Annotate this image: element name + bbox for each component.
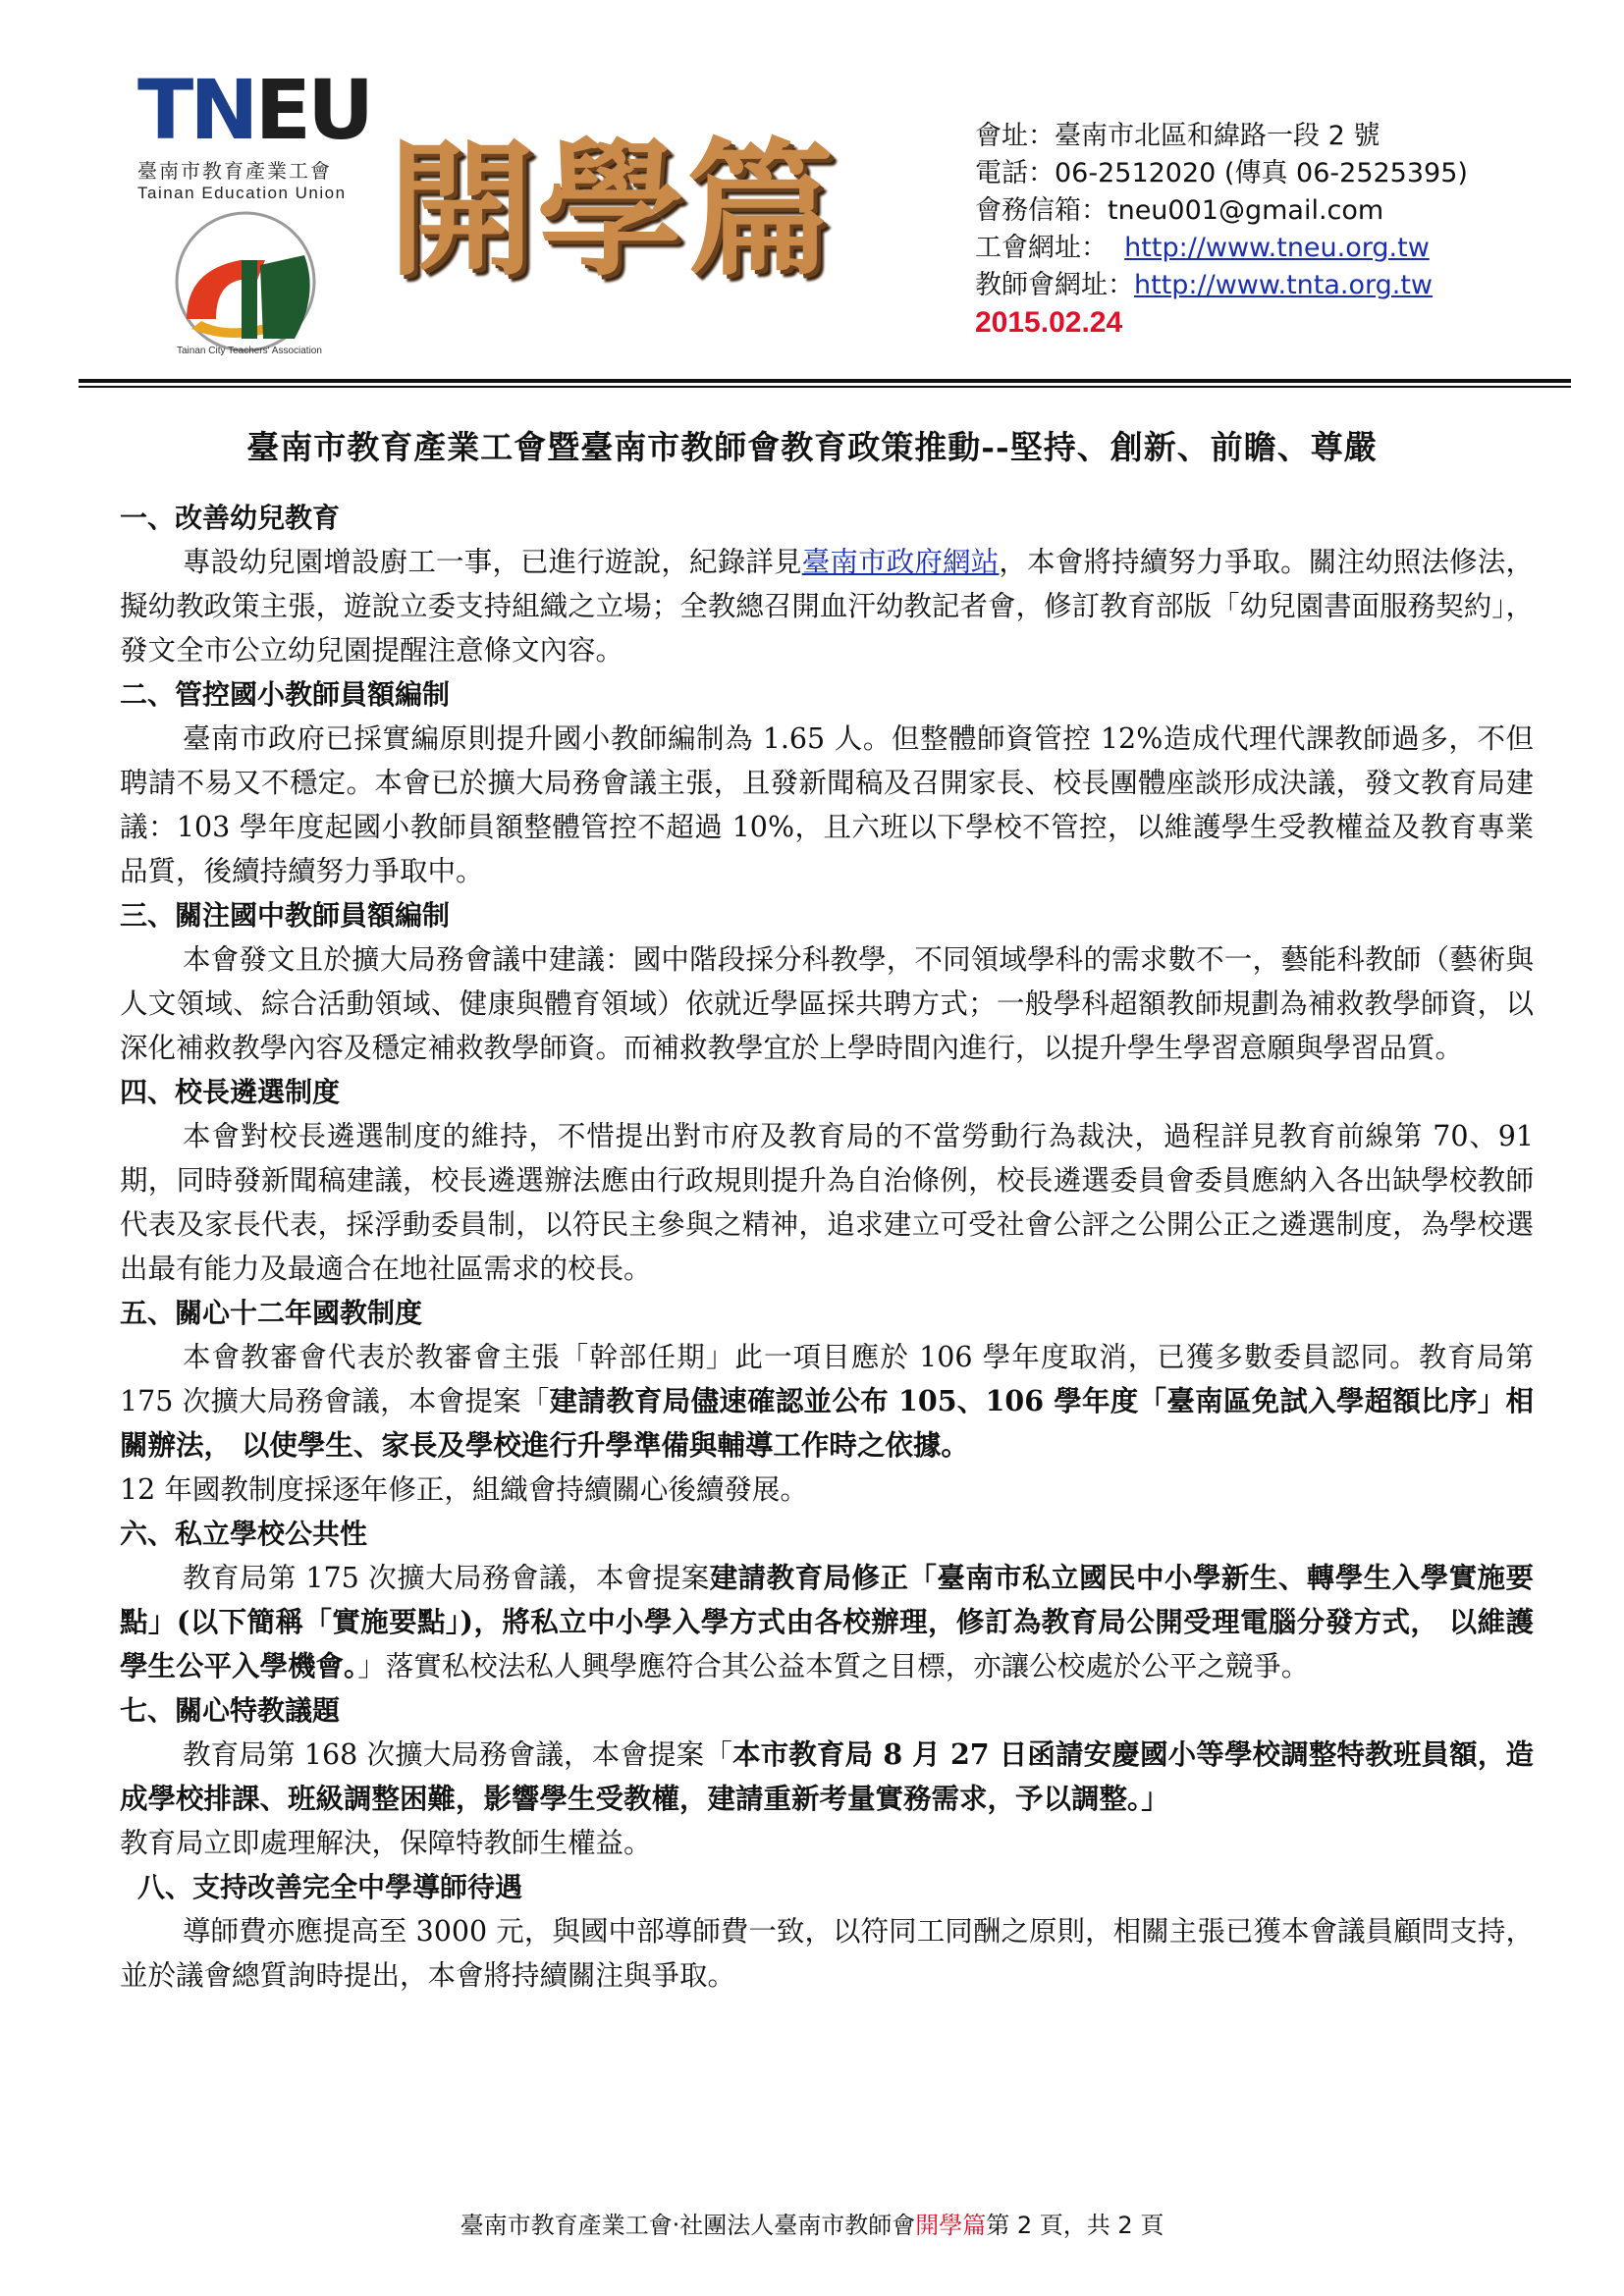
document-body <box>120 496 1534 1998</box>
contact-info <box>975 118 1525 342</box>
section-paragraph: 臺南市政府已採實編原則提升國小教師編制為 1.65 人。但整體師資管控 12%造成代理代課教師過多，不但聘請不易又不穩定。本會已於擴大局務會議主張，且發新聞稿及召開家長、校長團體座談形成決議，發文教育局建議：103 學年度起國小教師員額整體管控不超過 10%，且六班以下學校不管控，以維護學生受教權益及教育專業品質，後續持續努力爭取中。 <box>120 722 1534 887</box>
teachers-association-logo <box>147 201 344 358</box>
issue-date: 2015.02.24 <box>975 306 1123 339</box>
section-heading: 四、校長遴選制度 <box>120 1076 341 1108</box>
section-heading: 三、關注國中教師員額編制 <box>120 899 451 932</box>
union-website: 工會網址： http://www.tneu.org.tw <box>975 233 1430 263</box>
union-name-cn: 臺南市教育產業工會 <box>137 159 332 183</box>
tta-name-en: Tainan City Teachers' Association <box>177 346 322 356</box>
header-divider-thin <box>79 386 1571 388</box>
header-divider <box>79 379 1571 383</box>
section-heading: 五、關心十二年國教制度 <box>120 1297 423 1329</box>
tneu-wordmark: TNEU <box>137 62 371 158</box>
page-footer: 臺南市教育產業工會‧社團法人臺南市教師會開學篇第 2 頁，共 2 頁 <box>460 2212 1164 2239</box>
section-heading: 六、私立學校公共性 <box>120 1518 368 1550</box>
email: 會務信箱：tneu001@gmail.com <box>975 195 1384 226</box>
issue-title: 開學篇 <box>388 126 837 296</box>
document-title: 臺南市教育產業工會暨臺南市教師會教育政策推動--堅持、創新、前瞻、尊嚴 <box>246 428 1378 466</box>
section-paragraph: 專設幼兒園增設廚工一事，已進行遊說，紀錄詳見臺南市政府網站，本會將持續努力爭取。關注幼照法修法，擬幼教政策主張，遊說立委支持組織之立場；全教總召開血汗幼教記者會，修訂教育部版「幼兒園書面服務契約」，發文全市公立幼兒園提醒注意條文內容。 <box>120 546 1534 667</box>
section-heading: 一、改善幼兒教育 <box>120 502 341 534</box>
section-heading: 七、關心特教議題 <box>120 1694 341 1727</box>
section-heading: 二、管控國小教師員額編制 <box>120 678 451 711</box>
union-name-en: Tainan Education Union <box>137 184 347 202</box>
tainan-gov-link[interactable]: 臺南市政府網站 <box>801 546 1000 578</box>
tta-website: 教師會網址：http://www.tnta.org.tw <box>975 270 1434 300</box>
section-paragraph: 教育局第 168 次擴大局務會議，本會提案「本市教育局 8 月 27 日函請安慶國小等學校調整特教班員額，造成學校排課、班級調整困難，影響學生受教權，建請重新考量實務需求，予以調整。」 <box>120 1737 1534 1815</box>
section-paragraph: 教育局第 175 次擴大局務會議，本會提案建請教育局修正「臺南市私立國民中小學新生、轉學生入學實施要點」(以下簡稱「實施要點」)，將私立中小學入學方式由各校辦理，修訂為教育局公開受理電腦分發方式， 以維護學生公平入學機會。」落實私校法私人興學應符合其公益本質之目標，亦讓公校處於公平之競爭。 <box>120 1561 1534 1682</box>
section-paragraph-cont: 教育局立即處理解決，保障特教師生權益。 <box>120 1827 652 1859</box>
section-paragraph: 導師費亦應提高至 3000 元，與國中部導師費一致，以符同工同酬之原則，相關主張已獲本會議員顧問支持，並於議會總質詢時提出，本會將持續關注與爭取。 <box>120 1915 1534 1992</box>
union-website-link[interactable]: http://www.tneu.org.tw <box>1124 233 1430 263</box>
address: 會址：臺南市北區和緯路一段 2 號 <box>975 121 1380 151</box>
tneu-logo <box>137 62 383 356</box>
section-paragraph: 本會教審會代表於教審會主張「幹部任期」此一項目應於 106 學年度取消，已獲多數委員認同。教育局第 175 次擴大局務會議，本會提案「建請教育局儘速確認並公布 105、106 學年度「臺南區免試入學超額比序」相關辦法， 以使學生、家長及學校進行升學準備與輔導工作時之依據。 <box>120 1341 1534 1462</box>
tta-website-link[interactable]: http://www.tnta.org.tw <box>1134 270 1434 300</box>
section-heading: 八、支持改善完全中學導師待遇 <box>137 1871 523 1903</box>
section-paragraph-cont: 12 年國教制度採逐年修正，組織會持續關心後續發展。 <box>120 1473 808 1506</box>
section-paragraph: 本會發文且於擴大局務會議中建議：國中階段採分科教學，不同領域學科的需求數不一，藝能科教師（藝術與人文領域、綜合活動領域、健康與體育領域）依就近學區採共聘方式；一般學科超額教師規劃為補救教學師資，以深化補救教學內容及穩定補救教學師資。而補救教學宜於上學時間內進行，以提升學生學習意願與學習品質。 <box>120 943 1534 1064</box>
phone: 電話：06-2512020 (傳真 06-2525395) <box>975 158 1468 188</box>
section-paragraph: 本會對校長遴選制度的維持，不惜提出對市府及教育局的不當勞動行為裁決，過程詳見教育前線第 70、91 期，同時發新聞稿建議，校長遴選辦法應由行政規則提升為自治條例，校長遴選委員會委員應納入各出缺學校教師代表及家長代表，採浮動委員制，以符民主參與之精神，追求建立可受社會公評之公開公正之遴選制度，為學校選出最有能力及最適合在地社區需求的校長。 <box>120 1120 1534 1285</box>
